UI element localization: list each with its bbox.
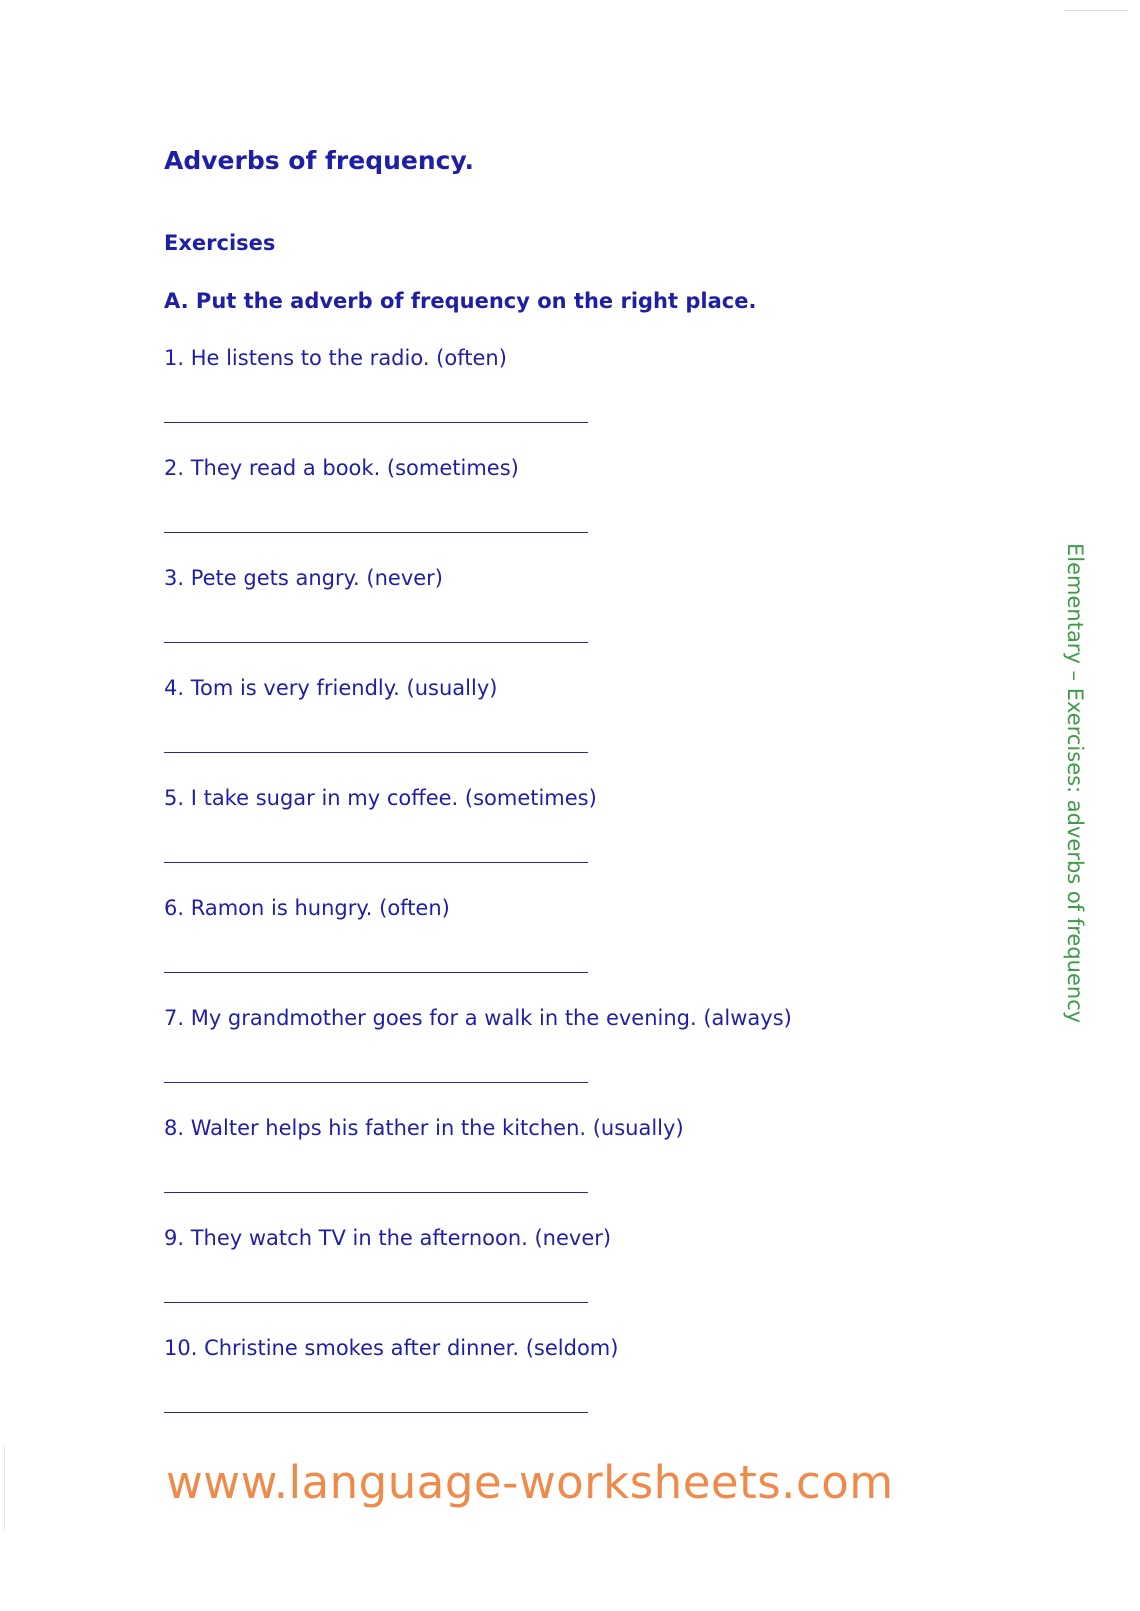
exercise-prompt: 2. They read a book. (sometimes) <box>164 456 519 480</box>
exercise-prompt: 4. Tom is very friendly. (usually) <box>164 676 498 700</box>
exercise-item <box>164 1006 924 1116</box>
page-title: Adverbs of frequency. <box>164 146 474 175</box>
exercise-item <box>164 896 924 1006</box>
exercise-item <box>164 566 924 676</box>
answer-line <box>164 862 588 863</box>
exercise-prompt: 8. Walter helps his father in the kitchen. (usually) <box>164 1116 684 1140</box>
section-label: Exercises <box>164 231 276 255</box>
exercise-prompt: 7. My grandmother goes for a walk in the evening. (always) <box>164 1006 792 1030</box>
exercise-item <box>164 676 924 786</box>
exercise-item <box>164 456 924 566</box>
exercise-item <box>164 786 924 896</box>
exercise-prompt: 10. Christine smokes after dinner. (seldom) <box>164 1336 619 1360</box>
answer-line <box>164 422 588 423</box>
exercise-instruction: A. Put the adverb of frequency on the right place. <box>164 289 757 313</box>
answer-line <box>164 1412 588 1413</box>
exercise-list <box>164 346 924 1446</box>
answer-line <box>164 1302 588 1303</box>
exercise-item <box>164 346 924 456</box>
edge-rule <box>4 1446 5 1530</box>
answer-line <box>164 752 588 753</box>
answer-line <box>164 1082 588 1083</box>
answer-line <box>164 1192 588 1193</box>
exercise-prompt: 3. Pete gets angry. (never) <box>164 566 443 590</box>
exercise-prompt: 9. They watch TV in the afternoon. (never) <box>164 1226 612 1250</box>
answer-line <box>164 642 588 643</box>
exercise-prompt: 6. Ramon is hungry. (often) <box>164 896 450 920</box>
corner-rule <box>1064 10 1128 11</box>
answer-line <box>164 972 588 973</box>
exercise-prompt: 1. He listens to the radio. (often) <box>164 346 507 370</box>
exercise-item <box>164 1226 924 1336</box>
vertical-side-label: Elementary – Exercises: adverbs of frequency <box>1063 543 1087 1024</box>
exercise-prompt: 5. I take sugar in my coffee. (sometimes) <box>164 786 597 810</box>
answer-line <box>164 532 588 533</box>
exercise-item <box>164 1116 924 1226</box>
exercise-item <box>164 1336 924 1446</box>
footer-website-url: www.language-worksheets.com <box>166 1456 894 1509</box>
